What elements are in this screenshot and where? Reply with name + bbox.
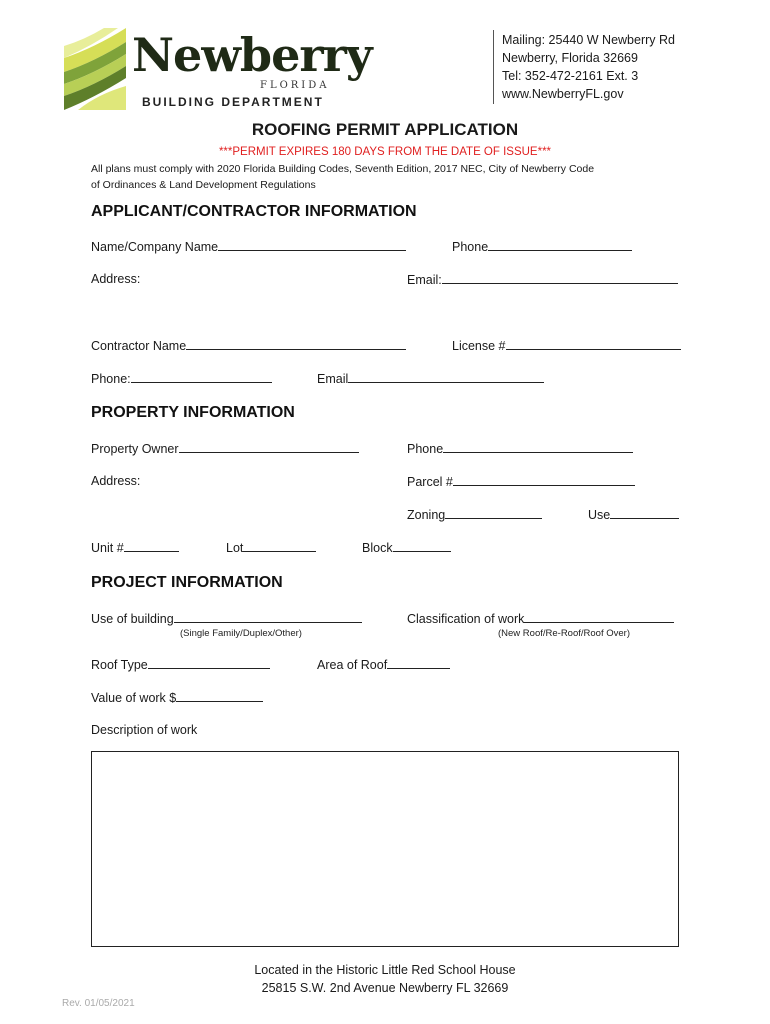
- name-company-label: Name/Company Name: [91, 240, 219, 254]
- name-company-field[interactable]: [91, 239, 406, 254]
- use-label: Use: [588, 508, 611, 522]
- classification-label: Classification of work: [407, 612, 525, 626]
- zoning-field[interactable]: [407, 507, 542, 522]
- roof-area-input[interactable]: [387, 657, 450, 669]
- contractor-email-field[interactable]: [317, 371, 544, 386]
- parcel-field[interactable]: [407, 474, 635, 489]
- property-owner-field[interactable]: [91, 441, 359, 456]
- zoning-input[interactable]: [445, 507, 542, 519]
- value-of-work-label: Value of work $: [91, 691, 177, 705]
- contractor-name-label: Contractor Name: [91, 339, 187, 353]
- license-field[interactable]: [452, 338, 681, 353]
- property-phone-field[interactable]: [407, 441, 633, 456]
- unit-field[interactable]: [91, 540, 179, 555]
- footer-address: 25815 S.W. 2nd Avenue Newberry FL 32669: [261, 981, 509, 995]
- applicant-phone-input[interactable]: [488, 239, 632, 251]
- telephone: Tel: 352-472-2161 Ext. 3: [502, 69, 639, 83]
- contractor-email-input[interactable]: [348, 371, 544, 383]
- contractor-name-field[interactable]: [91, 338, 406, 353]
- license-input[interactable]: [506, 338, 681, 350]
- contractor-email-label: Email: [317, 372, 349, 386]
- lot-label: Lot: [226, 541, 244, 555]
- contact-divider: [493, 30, 494, 104]
- property-phone-label: Phone: [407, 442, 444, 456]
- license-label: License #: [452, 339, 506, 353]
- project-heading: PROJECT INFORMATION: [91, 574, 283, 591]
- page-title: ROOFING PERMIT APPLICATION: [251, 120, 519, 139]
- contractor-phone-field[interactable]: [91, 371, 272, 386]
- roof-type-label: Roof Type: [91, 658, 148, 672]
- logo-name: Newberry: [132, 28, 372, 82]
- footer-location: Located in the Historic Little Red School House: [254, 963, 516, 977]
- block-field[interactable]: [362, 540, 451, 555]
- block-label: Block: [362, 541, 393, 555]
- newberry-logo: [64, 28, 372, 110]
- classification-input[interactable]: [524, 611, 674, 623]
- expiry-notice: ***PERMIT EXPIRES 180 DAYS FROM THE DATE OF ISSUE***: [218, 146, 552, 158]
- property-heading: PROPERTY INFORMATION: [91, 404, 295, 421]
- lot-field[interactable]: [226, 540, 316, 555]
- website-link[interactable]: www.NewberryFL.gov: [502, 87, 624, 101]
- lot-input[interactable]: [243, 540, 316, 552]
- description-label: Description of work: [91, 723, 198, 737]
- city-state-zip: Newberry, Florida 32669: [502, 51, 638, 65]
- roof-area-label: Area of Roof: [317, 658, 388, 672]
- unit-label: Unit #: [91, 541, 124, 555]
- logo-mark-icon: [64, 28, 126, 110]
- property-owner-input[interactable]: [179, 441, 359, 453]
- description-textarea[interactable]: [91, 751, 679, 947]
- revision-date: Rev. 01/05/2021: [62, 998, 135, 1009]
- contractor-name-input[interactable]: [186, 338, 406, 350]
- value-of-work-field[interactable]: [91, 690, 263, 705]
- applicant-heading: APPLICANT/CONTRACTOR INFORMATION: [91, 203, 417, 220]
- applicant-email-label: Email:: [407, 273, 442, 287]
- classification-hint: (New Roof/Re-Roof/Roof Over): [498, 628, 630, 639]
- contractor-phone-input[interactable]: [131, 371, 272, 383]
- applicant-phone-label: Phone: [452, 240, 489, 254]
- roof-area-field[interactable]: [317, 657, 450, 672]
- use-of-building-input[interactable]: [174, 611, 362, 623]
- zoning-label: Zoning: [407, 508, 446, 522]
- applicant-email-field[interactable]: [407, 272, 678, 287]
- classification-field[interactable]: [407, 611, 674, 626]
- parcel-input[interactable]: [453, 474, 635, 486]
- compliance-note-2: of Ordinances & Land Development Regulations: [91, 179, 316, 191]
- use-input[interactable]: [610, 507, 679, 519]
- roof-type-field[interactable]: [91, 657, 270, 672]
- logo-department: BUILDING DEPARTMENT: [142, 95, 324, 109]
- mailing-address: Mailing: 25440 W Newberry Rd: [502, 33, 675, 47]
- applicant-address-label: Address:: [91, 272, 141, 286]
- parcel-label: Parcel #: [407, 475, 453, 489]
- logo-state: FLORIDA: [260, 80, 330, 91]
- use-of-building-field[interactable]: [91, 611, 362, 626]
- compliance-note-1: All plans must comply with 2020 Florida Building Codes, Seventh Edition, 2017 NEC, City of Newberry Code: [91, 163, 595, 175]
- value-of-work-input[interactable]: [176, 690, 263, 702]
- property-phone-input[interactable]: [443, 441, 633, 453]
- use-of-building-label: Use of building: [91, 612, 174, 626]
- property-owner-label: Property Owner: [91, 442, 179, 456]
- use-field[interactable]: [588, 507, 679, 522]
- unit-input[interactable]: [124, 540, 179, 552]
- name-company-input[interactable]: [218, 239, 406, 251]
- roof-type-input[interactable]: [148, 657, 270, 669]
- block-input[interactable]: [393, 540, 451, 552]
- applicant-email-input[interactable]: [442, 272, 678, 284]
- applicant-phone-field[interactable]: [452, 239, 632, 254]
- contractor-phone-label: Phone:: [91, 372, 131, 386]
- use-of-building-hint: (Single Family/Duplex/Other): [180, 628, 302, 639]
- property-address-label: Address:: [91, 474, 141, 488]
